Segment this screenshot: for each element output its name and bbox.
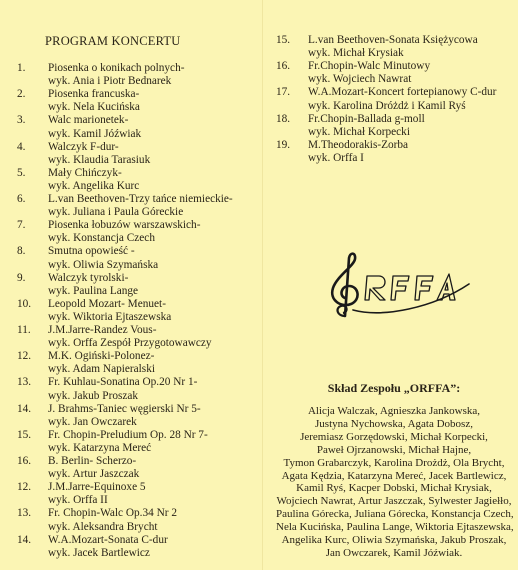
entry-number: 16. [276, 60, 291, 73]
entry-performer: wyk. Jacek Bartlewicz [48, 546, 150, 559]
entry-piece: B. Berlin- Scherzo- [48, 455, 137, 467]
entry-piece: Smutna opowieść - [48, 245, 135, 258]
entry-text [48, 507, 177, 533]
entry-piece: Piosenka łobuzów warszawskich- [48, 219, 201, 232]
entry-performer: wyk. Konstancja Czech [48, 232, 155, 245]
member-line: Nela Kucińska, Paulina Lange, Wiktoria Ejtaszewska, [276, 521, 514, 534]
member-line: Kamil Ryś, Kacper Dobski, Michał Krysiak, [296, 482, 492, 495]
member-line: Agata Kędzia, Katarzyna Mereć, Jacek Bartlewicz, [281, 469, 507, 482]
entry-piece: Fr. Kuhlau-Sonatina Op.20 Nr 1- [48, 376, 198, 389]
entry-number: 7. [17, 219, 26, 232]
entry-number: 1. [17, 62, 26, 74]
entry-piece: Piosenka o konikach polnych- [48, 62, 185, 74]
entry-performer: wyk. Juliana i Paula Góreckie [48, 206, 184, 219]
entry-number: 5. [17, 166, 26, 179]
entry-number: 14. [17, 533, 32, 546]
entry-text [48, 298, 171, 324]
entry-number: 19. [276, 138, 291, 151]
entry-performer: wyk. Kamil Jóźwiak [48, 127, 142, 140]
entry-piece: Mały Chińczyk- [48, 166, 122, 179]
entry-performer: wyk. Artur Jaszczak [48, 468, 140, 481]
entry-number: 11. [17, 324, 31, 336]
member-line: Justyna Nychowska, Agata Dobosz, [315, 417, 473, 430]
member-line: Paweł Ojrzanowski, Michał Hajne, [316, 443, 472, 456]
ensemble-title: Skład Zespołu „ORFFA”: [327, 381, 461, 395]
entry-number: 3. [17, 114, 26, 127]
entry-piece: Leopold Mozart- Menuet- [48, 297, 166, 310]
entry-text [48, 534, 168, 560]
member-line: Paulina Górecka, Juliana Górecka, Konstancja Czech, [276, 508, 514, 521]
entry-piece: Fr. Chopin-Walc Op.34 Nr 2 [48, 507, 177, 520]
entry-number: 8. [17, 245, 26, 258]
entry-text [48, 403, 201, 429]
entry-piece: L.van Beethoven-Trzy tańce niemieckie- [48, 193, 233, 205]
entry-piece: Walc marionetek- [48, 114, 129, 127]
entry-number: 6. [17, 193, 26, 205]
entry-number: 17. [276, 86, 291, 99]
entry-performer: wyk. Katarzyna Mereć [48, 442, 152, 454]
entry-text [308, 86, 496, 112]
entry-piece: Fr. Chopin-Preludium Op. 28 Nr 7- [48, 428, 208, 441]
orffa-logo [323, 250, 471, 322]
entry-number: 2. [17, 88, 26, 101]
entry-number: 4. [17, 140, 26, 153]
member-line: Jan Owczarek, Kamil Jóźwiak. [325, 546, 463, 559]
entry-number: 15. [17, 428, 32, 441]
entry-performer: wyk. Ania i Piotr Bednarek [48, 75, 172, 88]
entry-performer: wyk. Nela Kucińska [48, 101, 140, 114]
entry-text [48, 62, 184, 88]
entry-performer: wyk. Orffa Zespół Przygotowawczy [48, 337, 212, 350]
entry-piece: Fr.Chopin-Ballada g-moll [308, 112, 425, 125]
entry-performer: wyk. Karolina Dróżdż i Kamil Ryś [308, 99, 466, 112]
entry-text [308, 60, 430, 86]
entry-piece: Fr.Chopin-Walc Minutowy [308, 60, 431, 73]
page-fold [262, 0, 263, 570]
entry-number: 13. [17, 507, 32, 520]
entry-performer: wyk. Angelika Kurc [48, 180, 140, 192]
entry-piece: J.M.Jarre-Randez Vous- [48, 324, 157, 336]
entry-number: 16. [17, 455, 32, 467]
entry-text [308, 34, 478, 60]
program-title: PROGRAM KONCERTU [45, 34, 181, 48]
entry-text [48, 455, 139, 481]
member-line: Wojciech Nawrat, Artur Jaszczak, Sylwester Jagiełło, [276, 495, 512, 508]
entry-piece: Walczyk tyrolski- [48, 271, 129, 284]
member-line: Angelika Kurc, Oliwia Szymańska, Jakub Proszak, [281, 534, 507, 547]
entry-number: 13. [17, 376, 32, 389]
entry-piece: M.K. Ogiński-Polonez- [48, 350, 155, 363]
member-line: Jeremiasz Gorzędowski, Michał Korpecki, [300, 430, 488, 443]
entry-performer: wyk. Oliwia Szymańska [48, 258, 159, 271]
entry-performer: wyk. Orffa II [48, 494, 108, 507]
entry-text [48, 245, 158, 271]
entry-performer: wyk. Orffa I [308, 152, 364, 164]
entry-text [308, 113, 425, 139]
entry-performer: wyk. Wiktoria Ejtaszewska [48, 311, 172, 323]
entry-piece: W.A.Mozart-Sonata C-dur [48, 533, 168, 546]
entry-piece: Walczyk F-dur- [48, 140, 119, 153]
entry-text [48, 350, 155, 376]
entry-piece: Piosenka francuska- [48, 88, 140, 101]
entry-performer: wyk. Michał Korpecki [308, 125, 410, 138]
member-line: Tymon Grabarczyk, Karolina Drożdż, Ola Brycht, [283, 456, 505, 469]
entry-performer: wyk. Aleksandra Brycht [48, 520, 158, 533]
entry-piece: W.A.Mozart-Koncert fortepianowy C-dur [308, 86, 497, 99]
entry-text [308, 139, 408, 165]
entry-performer: wyk. Adam Napieralski [48, 363, 155, 376]
entry-performer: wyk. Jan Owczarek [48, 415, 137, 428]
entry-performer: wyk. Paulina Lange [48, 284, 139, 297]
entry-text [48, 481, 146, 507]
entry-number: 10. [17, 297, 32, 310]
entry-performer: wyk. Jakub Proszak [48, 389, 139, 402]
entry-piece: L.van Beethoven-Sonata Księżycowa [308, 34, 478, 46]
entry-piece: M.Theodorakis-Zorba [308, 138, 409, 151]
member-line: Alicja Walczak, Agnieszka Jankowska, [307, 405, 481, 417]
entry-number: 12. [17, 350, 32, 363]
entry-performer: wyk. Wojciech Nawrat [308, 73, 412, 86]
entry-performer: wyk. Klaudia Tarasiuk [48, 153, 151, 166]
entry-text [48, 141, 150, 167]
entry-text [48, 88, 140, 114]
entry-text [48, 114, 141, 140]
entry-number: 18. [276, 112, 291, 125]
entry-text [48, 272, 138, 298]
entry-text [48, 193, 233, 219]
entry-number: 15. [276, 34, 291, 46]
entry-performer: wyk. Michał Krysiak [308, 47, 404, 60]
entry-number: 12. [17, 481, 32, 494]
entry-text [48, 429, 208, 455]
entry-text [48, 324, 212, 350]
entry-text [48, 376, 197, 402]
treble-clef-logo-icon [323, 250, 471, 322]
entry-text [48, 167, 139, 193]
entry-piece: J.M.Jarre-Equinoxe 5 [48, 481, 146, 494]
entry-text [48, 219, 200, 245]
entry-number: 9. [17, 271, 26, 284]
entry-piece: J. Brahms-Taniec węgierski Nr 5- [48, 402, 201, 415]
entry-number: 14. [17, 402, 32, 415]
ensemble-members [276, 405, 512, 560]
